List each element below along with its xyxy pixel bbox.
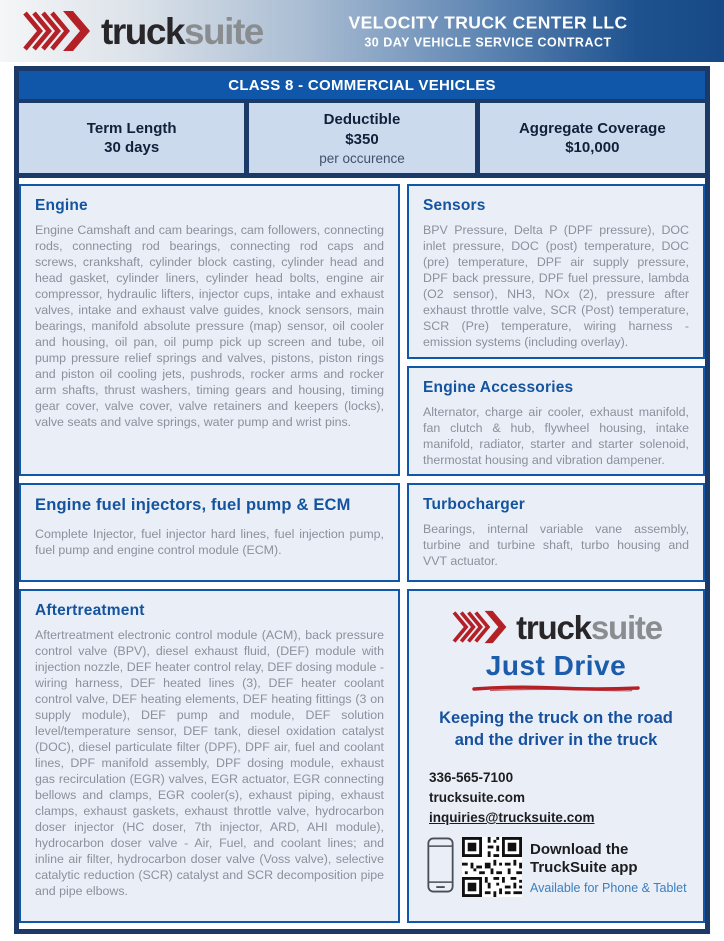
tagline-line2: and the driver in the truck: [454, 731, 658, 750]
engine-title: Engine: [35, 197, 88, 214]
trucksuite-chevrons-icon: [450, 609, 508, 645]
trucksuite-wordmark: [101, 10, 263, 52]
header-banner: [0, 0, 724, 62]
wordmark-truck: truck: [516, 608, 591, 646]
brand-panel-logo: [450, 609, 662, 645]
wordmark-suite: suite: [590, 608, 662, 646]
smartphone-icon: [427, 837, 454, 893]
sensors-section: [407, 184, 705, 359]
download-line2: TruckSuite app: [530, 858, 638, 876]
download-line1: Download the: [530, 841, 629, 859]
engine-body: Engine Camshaft and cam bearings, cam followers, connecting rods, connecting rod bearings, connecting rod caps and screws, crankshaft, cylinder block casting, cylinder head and head gasket, cylinder liners, cylinder head bolts, engine air compressor, hydraulic lifters, injector cups, intake and exhaust valves, intake and exhaust valve guides, knock sensors, main bearings, manifold absolute pressure (map) sensor, oil cooler and housing, oil pan, oil pump pick up screen and tube, oil pump pressure relief springs and valves, pistons, piston rings and piston oil cooling jets, pushrods, rocker arms and rocker arm shafts, thrust washers, timing gears and housing, timing gear cover, valve cover, valve retainers and keepers (locks), valve seats and valve springs, water pump and wrist pins.: [35, 223, 384, 429]
term-length-value: 30 days: [104, 139, 160, 156]
engine-accessories-title: Engine Accessories: [423, 379, 574, 396]
turbocharger-body: Bearings, internal variable vane assembly, turbine and turbine shaft, turbo housing and VVT actuator.: [423, 522, 689, 568]
term-length-label: Term Length: [86, 119, 177, 137]
sensors-title: Sensors: [423, 197, 486, 214]
aggregate-coverage-cell: [480, 103, 705, 173]
left-column: [19, 184, 400, 923]
deductible-cell: [249, 103, 474, 173]
deductible-note: per occurence: [319, 151, 405, 166]
aftertreatment-body: Aftertreatment electronic control module (ACM), back pressure control valve (BPV), diesel exhaust fluid, (DEF) module with injection nozzle, DEF heater control relay, DEF dosing module - wiring harness, DEF heated lines (3), DEF heater coolant control valve, DEF heating elements, DEF heating fittings (3 on supply module), DEF pump and module, DEF solution level/temperature sensor, DEF tank, diesel oxidation catalyst (DOC), diesel particulate filter (DPF), DPF air, fuel and coolant lines, DPF manifold assembly, DPF dosing module, exhaust gas recirculation (EGR) valves, EGR actuator, EGR connecting bellows and clamps, EGR cooler(s), exhaust piping, exhaust clamps, exhaust gaskets, exhaust throttle valve, hydrocarbon doser injector (HC doser, 7th injector, ARD, AHI module), hydrocarbon doser valve - Air, Fuel, and coolant lines; and inline air filter, hydrocarbon doser valve (Voss valve), selective catalytic reduction (SCR) catalyst and SCR decomposition pipe and pipe elbows.: [35, 628, 384, 898]
header-titles: [349, 13, 628, 50]
wordmark-truck: truck: [101, 10, 184, 52]
right-column: [407, 184, 705, 923]
contact-block: [429, 768, 594, 829]
fuel-injectors-body: Complete Injector, fuel injector hard lines, fuel injection pump, fuel pump and engine control module (ECM).: [35, 527, 384, 557]
contract-document: [14, 66, 710, 934]
sensors-body: BPV Pressure, Delta P (DPF pressure), DOC inlet pressure, DOC (post) temperature, DOC (pre) temperature, DPF air supply pressure, DPF back pressure, DPF fuel pressure, lambda (O2 sensor), NH3, NOx (2), pressure after exhaust throttle valve, SCR (Post) temperature, SCR (Pre) temperature, wiring harness - emission systems (including overlay).: [423, 223, 689, 349]
turbocharger-section: [407, 483, 705, 582]
trucksuite-chevrons-icon: [20, 9, 92, 53]
coverage-panels: [19, 178, 705, 929]
term-length-cell: [19, 103, 244, 173]
download-text: [530, 837, 687, 895]
download-title: [530, 841, 687, 876]
phone-number: 336-565-7100: [429, 769, 514, 785]
engine-accessories-body: Alternator, charge air cooler, exhaust manifold, fan clutch & hub, flywheel housing, intake manifold, radiator, starter and starter solenoid, thermostat housing and vibration dampener.: [423, 405, 689, 467]
trucksuite-wordmark: [516, 608, 662, 646]
aftertreatment-section: [19, 589, 400, 923]
brand-contact-panel: [407, 589, 705, 923]
fuel-injectors-section: [19, 483, 400, 582]
email-link[interactable]: inquiries@trucksuite.com: [429, 810, 595, 826]
availability-note: Available for Phone & Tablet: [530, 880, 687, 895]
summary-row: [19, 99, 705, 178]
slogan-brush-underline-icon: [470, 684, 642, 693]
slogan: Just Drive: [485, 650, 627, 681]
trucksuite-logo: [20, 9, 263, 53]
tagline-line1: Keeping the truck on the road: [439, 709, 673, 727]
tagline: [439, 707, 673, 752]
company-name: VELOCITY TRUCK CENTER LLC: [348, 12, 628, 33]
deductible-label: Deductible: [323, 111, 401, 128]
turbocharger-title: Turbocharger: [423, 496, 526, 513]
deductible-value: $350: [345, 130, 379, 148]
aggregate-coverage-label: Aggregate Coverage: [518, 119, 666, 137]
download-row: [427, 837, 687, 897]
class-banner: CLASS 8 - COMMERCIAL VEHICLES: [19, 71, 705, 99]
engine-section: [19, 184, 400, 476]
aggregate-coverage-value: $10,000: [565, 139, 620, 156]
engine-accessories-section: [407, 366, 705, 476]
fuel-injectors-title: Engine fuel injectors, fuel pump & ECM: [35, 496, 351, 514]
website: trucksuite.com: [429, 789, 526, 805]
qr-code-icon: [462, 837, 522, 897]
aftertreatment-title: Aftertreatment: [35, 602, 145, 619]
wordmark-suite: suite: [183, 10, 263, 52]
contract-subtitle: 30 DAY VEHICLE SERVICE CONTRACT: [364, 35, 612, 50]
